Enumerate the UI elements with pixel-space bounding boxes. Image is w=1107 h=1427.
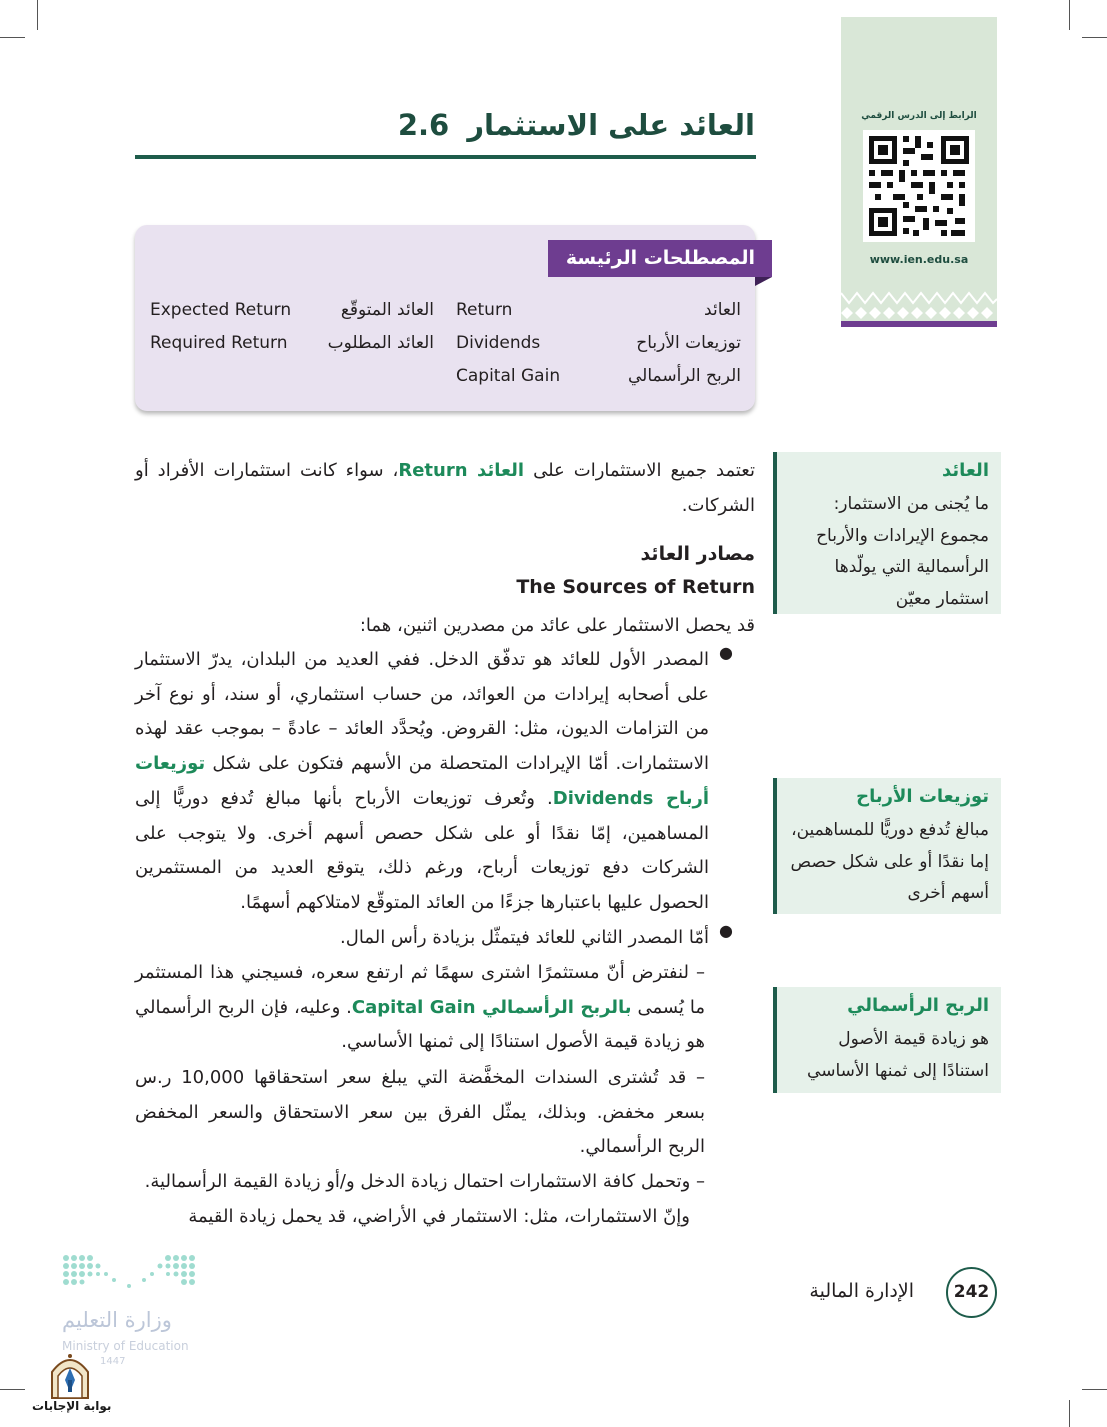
sources-intro: قد يحصل الاستثمار على عائد من مصدرين اثنين، هما: [359,615,755,636]
section-number: 2.6 [397,108,450,142]
term-capital-gain: بالربح الرأسمالي Capital Gain [351,996,632,1018]
key-term-en: Return [456,300,513,320]
qr-code-icon[interactable] [863,130,975,242]
definition-text [784,1024,989,1087]
definition-line: الرأسمالية التي يولّدها [834,557,989,577]
dash-item-bonds: – قد تُشترى السندات المخفَّضة التي يبلغ سعر استحقاقها 10,000 ر.س بسعر مخفض. وبذلك، يمثّل الفرق بين سعر الاستحقاق والسعر المخفض الربح الرأسمالي. [135,1067,705,1158]
digital-lesson-panel [841,17,997,327]
key-term-en: Capital Gain [456,366,561,386]
key-term-ar: العائد المطلوب [327,333,434,353]
bullet-income-paragraph [135,643,709,921]
crop-mark [0,37,25,38]
subject-name: الإدارة المالية [809,1280,914,1302]
key-term-en: Expected Return [150,300,292,320]
key-term-ar: العائد [704,300,741,320]
definition-line: أسهم أخرى [907,883,989,903]
definition-line: إما نقدًا أو على شكل حصص [790,851,989,872]
crop-mark [37,0,38,30]
definition-box-dividends [773,778,1001,914]
section-title: العائد على الاستثمار [467,108,755,142]
key-terms-tab-fold [755,277,772,286]
definition-line: ما يُجنى من الاستثمار: [833,494,989,514]
bullet-dot: ● [719,921,733,940]
key-term-en: Dividends [456,333,541,353]
crop-mark [1069,0,1070,30]
definition-line: هو زيادة قيمة الأصول [838,1029,989,1049]
ministry-logo-icon [62,1252,196,1296]
definition-line: مبالغ تُدفع دوريًّا للمساهمين، [791,820,989,840]
dash-item-land: وإنّ الاستثمارات، مثل: الاستثمار في الأراضي، قد يحمل زيادة القيمة [188,1206,690,1227]
key-terms-heading: المصطلحات الرئيسة [565,247,755,269]
crop-mark [1069,1400,1070,1427]
definition-box-capital-gain [773,987,1001,1093]
definition-text [784,815,989,910]
dash-item-all-investments: – وتحمل كافة الاستثمارات احتمال زيادة الدخل و/أو زيادة القيمة الرأسمالية. [144,1171,705,1192]
term-dividends: توزيعات أرباح Dividends [135,753,709,809]
answers-portal-label[interactable]: بوابة الإجابات [32,1399,112,1413]
answers-portal-logo-icon [48,1350,92,1400]
key-term-ar: الربح الرأسمالي [628,366,741,386]
page-number: 242 [946,1267,997,1318]
definition-line: مجموع الإيرادات والأرباح [816,525,989,546]
ministry-year: 1447 [100,1356,126,1367]
dash-item-capital-gain [135,956,705,1060]
definition-title: توزيعات الأرباح [856,786,989,807]
ministry-name-ar: وزارة التعليم [62,1308,172,1332]
digital-lesson-caption: الرابط إلى الدرس الرقمي [861,111,977,121]
dash-item-text-end: . وعليه، فإن الربح الرأسمالي هو زيادة قيمة الأصول استنادًا إلى ثمنها الأساسي. [135,996,705,1053]
bullet-income-text: المصدر الأول للعائد هو تدفّق الدخل. ففي العديد من البلدان، يدرّ الاستثمار على أصحابه إيرادات من العوائد، من حساب استثماري، أو سند، أو نوع آخر من التزامات الديون، مثل: القروض. ويُحدَّد العائد – عادةً – بموجب عقد لهذه الاستثمارات. أمّا الإيرادات المتحصلة من الأسهم فتكون على شكل [135,649,709,775]
crop-mark [1082,1389,1107,1390]
crop-mark [1082,37,1107,38]
key-term-ar: توزيعات الأرباح [636,333,741,353]
definition-title: الربح الرأسمالي [847,995,989,1016]
purple-accent-bar [841,321,997,327]
key-term-ar: العائد المتوقّع [340,300,434,320]
definition-line: استثمار معيّن [895,588,989,609]
page-title [398,108,755,142]
definition-box-return [773,452,1001,614]
bullet-income-text-end: . وتُعرف توزيعات الأرباح بأنها مبالغ تُدفع دوريًّا إلى المساهمين، إمّا نقدًا أو على شكل حصص أسهم أخرى. ولا يتوجب على الشركات دفع توزيعات أرباح، ورغم ذلك، يتوقع العديد من المستثمرين الحصول عليها باعتبارها جزءًا من العائد المتوقّع لامتلاكهم أسهمًا. [135,787,709,913]
sources-heading-ar: مصادر العائد [640,543,755,565]
intro-text: تعتمد جميع الاستثمارات على [533,460,755,481]
bullet-capital-paragraph: أمّا المصدر الثاني للعائد فيتمثّل بزيادة رأس المال. [340,927,709,948]
key-term-en: Required Return [150,333,288,353]
intro-paragraph [135,454,755,523]
qr-code-graphic [863,130,975,242]
sources-heading-en: The Sources of Return [516,576,755,598]
dash-item-text: – لنفترض أنّ مستثمرًا اشترى سهمًا ثم ارتفع سعره، فسيجني هذا المستثمر ما يُسمى [135,962,706,1018]
intro-text-end: ، سواء كانت استثمارات الأفراد أو الشركات. [135,460,755,516]
decorative-pattern [841,289,997,321]
term-return: العائد Return [398,460,525,481]
bullet-dot: ● [719,643,733,662]
crop-mark [0,1389,25,1390]
title-underline [135,155,756,159]
definition-title: العائد [941,460,989,481]
ministry-name-en: Ministry of Education [62,1339,189,1353]
digital-lesson-url[interactable]: www.ien.edu.sa [869,253,969,266]
definition-line: استنادًا إلى ثمنها الأساسي [807,1060,989,1081]
definition-text [784,489,989,615]
